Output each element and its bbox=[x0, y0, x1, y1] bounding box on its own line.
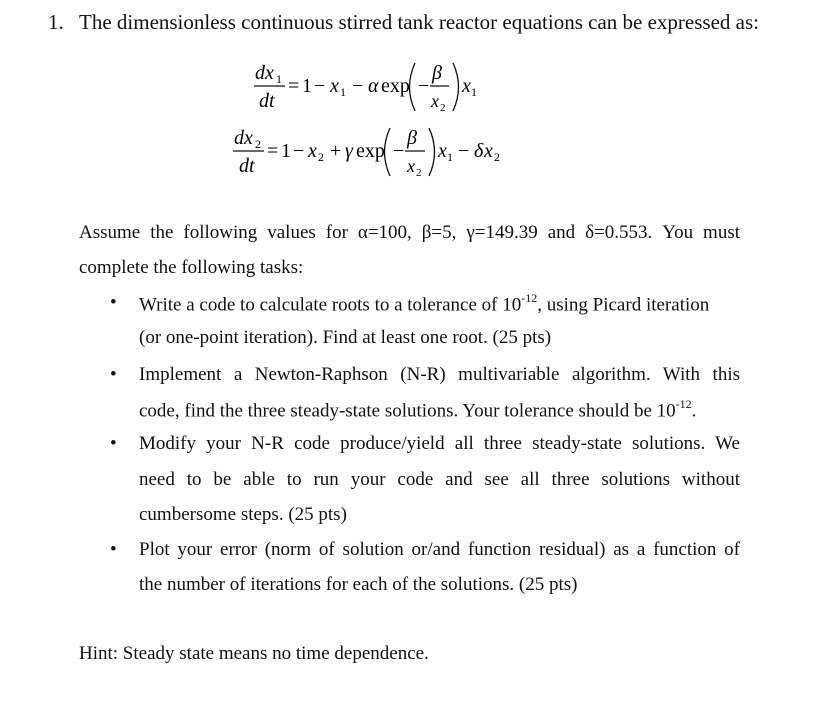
hint: Hint: Steady state means no time dependence. bbox=[79, 643, 429, 664]
eq1-x1-sub: 1 bbox=[340, 85, 346, 99]
bullet-1-symbol: • bbox=[110, 292, 117, 313]
eq2-lhs-num: dx bbox=[234, 127, 253, 149]
eq1-lhs-num-sub: 1 bbox=[276, 72, 282, 86]
eq1-alpha: α bbox=[368, 75, 379, 97]
eq1-x1-b: x bbox=[462, 75, 471, 97]
bullet-4-symbol: • bbox=[110, 539, 117, 560]
bullet-2-line-1: Implement a Newton-Raphson (N-R) multivariable algorithm. With this bbox=[139, 364, 740, 385]
eq1-minus-c: − bbox=[418, 75, 430, 97]
equation-1 bbox=[250, 55, 510, 115]
eq2-x1-sub: 1 bbox=[447, 150, 453, 164]
eq2-delta: δ bbox=[474, 140, 484, 162]
bullet-2-text-a: code, find the three steady-state solutions. Your tolerance should be 10 bbox=[139, 400, 676, 422]
bullet-1-line-2: (or one-point iteration). Find at least one root. (25 pts) bbox=[139, 327, 552, 348]
bullet-3-symbol: • bbox=[110, 433, 117, 454]
eq1-exp: exp bbox=[381, 75, 410, 97]
bullet-1-text-a: Write a code to calculate roots to a tolerance of 10 bbox=[139, 294, 522, 316]
question-title-line bbox=[48, 10, 759, 35]
bullet-2-symbol: • bbox=[110, 364, 117, 385]
eq2-lhs-den: dt bbox=[239, 155, 255, 177]
question-number: 1. bbox=[48, 10, 64, 34]
eq1-one: 1 bbox=[302, 75, 312, 97]
bullet-1-exponent: -12 bbox=[521, 291, 538, 305]
bullet-4-line-2: the number of iterations for each of the solutions. (25 pts) bbox=[139, 574, 578, 595]
eq2-x2-den-sub: 2 bbox=[416, 167, 422, 179]
eq1-lhs-num: dx bbox=[255, 62, 274, 84]
bullet-1-text-b: , using Picard iteration bbox=[537, 294, 710, 316]
eq2-minus-b: − bbox=[393, 140, 405, 162]
eq1-beta: β bbox=[432, 62, 442, 84]
eq2-x2: x bbox=[308, 140, 317, 162]
eq2-x2-b-sub: 2 bbox=[494, 150, 500, 164]
eq2-one: 1 bbox=[281, 140, 291, 162]
equation-2 bbox=[231, 120, 531, 182]
eq1-lhs-den: dt bbox=[259, 90, 275, 112]
eq2-equals: = bbox=[267, 140, 279, 162]
eq2-exp: exp bbox=[356, 140, 385, 162]
eq2-gamma: γ bbox=[345, 140, 353, 162]
bullet-4-line-1: Plot your error (norm of solution or/and function residual) as a function of bbox=[139, 539, 740, 560]
eq2-x1: x bbox=[438, 140, 447, 162]
eq1-x1: x bbox=[330, 75, 339, 97]
eq2-minus-c: − bbox=[458, 140, 470, 162]
assume-line-1: Assume the following values for α=100, β=5, γ=149.39 and δ=0.553. You must bbox=[79, 222, 740, 243]
eq2-lhs-num-sub: 2 bbox=[255, 137, 261, 151]
eq1-x1-b-sub: 1 bbox=[471, 85, 477, 99]
eq2-minus-a: − bbox=[293, 140, 305, 162]
eq1-x2: x bbox=[431, 91, 439, 111]
eq1-minus-a: − bbox=[314, 75, 326, 97]
question-title: The dimensionless continuous stirred tank reactor equations can be expressed as: bbox=[79, 10, 759, 34]
eq1-equals: = bbox=[288, 75, 300, 97]
bullet-3-line-2: need to be able to run your code and see all three solutions without bbox=[139, 469, 740, 490]
eq1-x2-sub: 2 bbox=[440, 102, 446, 114]
bullet-3-line-3: cumbersome steps. (25 pts) bbox=[139, 504, 347, 525]
assume-line-2: complete the following tasks: bbox=[79, 257, 304, 278]
bullet-2-text-b: . bbox=[691, 400, 697, 422]
bullet-2-exponent: -12 bbox=[675, 397, 692, 411]
bullet-1-line-1 bbox=[139, 292, 709, 316]
eq2-beta: β bbox=[407, 127, 417, 149]
eq2-x2-den: x bbox=[407, 156, 415, 176]
eq2-plus: + bbox=[330, 140, 342, 162]
eq2-x2-sub: 2 bbox=[318, 150, 324, 164]
bullet-3-line-1: Modify your N-R code produce/yield all three steady-state solutions. We bbox=[139, 433, 740, 454]
eq2-x2-b: x bbox=[484, 140, 493, 162]
bullet-2-line-2 bbox=[139, 398, 696, 422]
eq1-minus-b: − bbox=[352, 75, 364, 97]
